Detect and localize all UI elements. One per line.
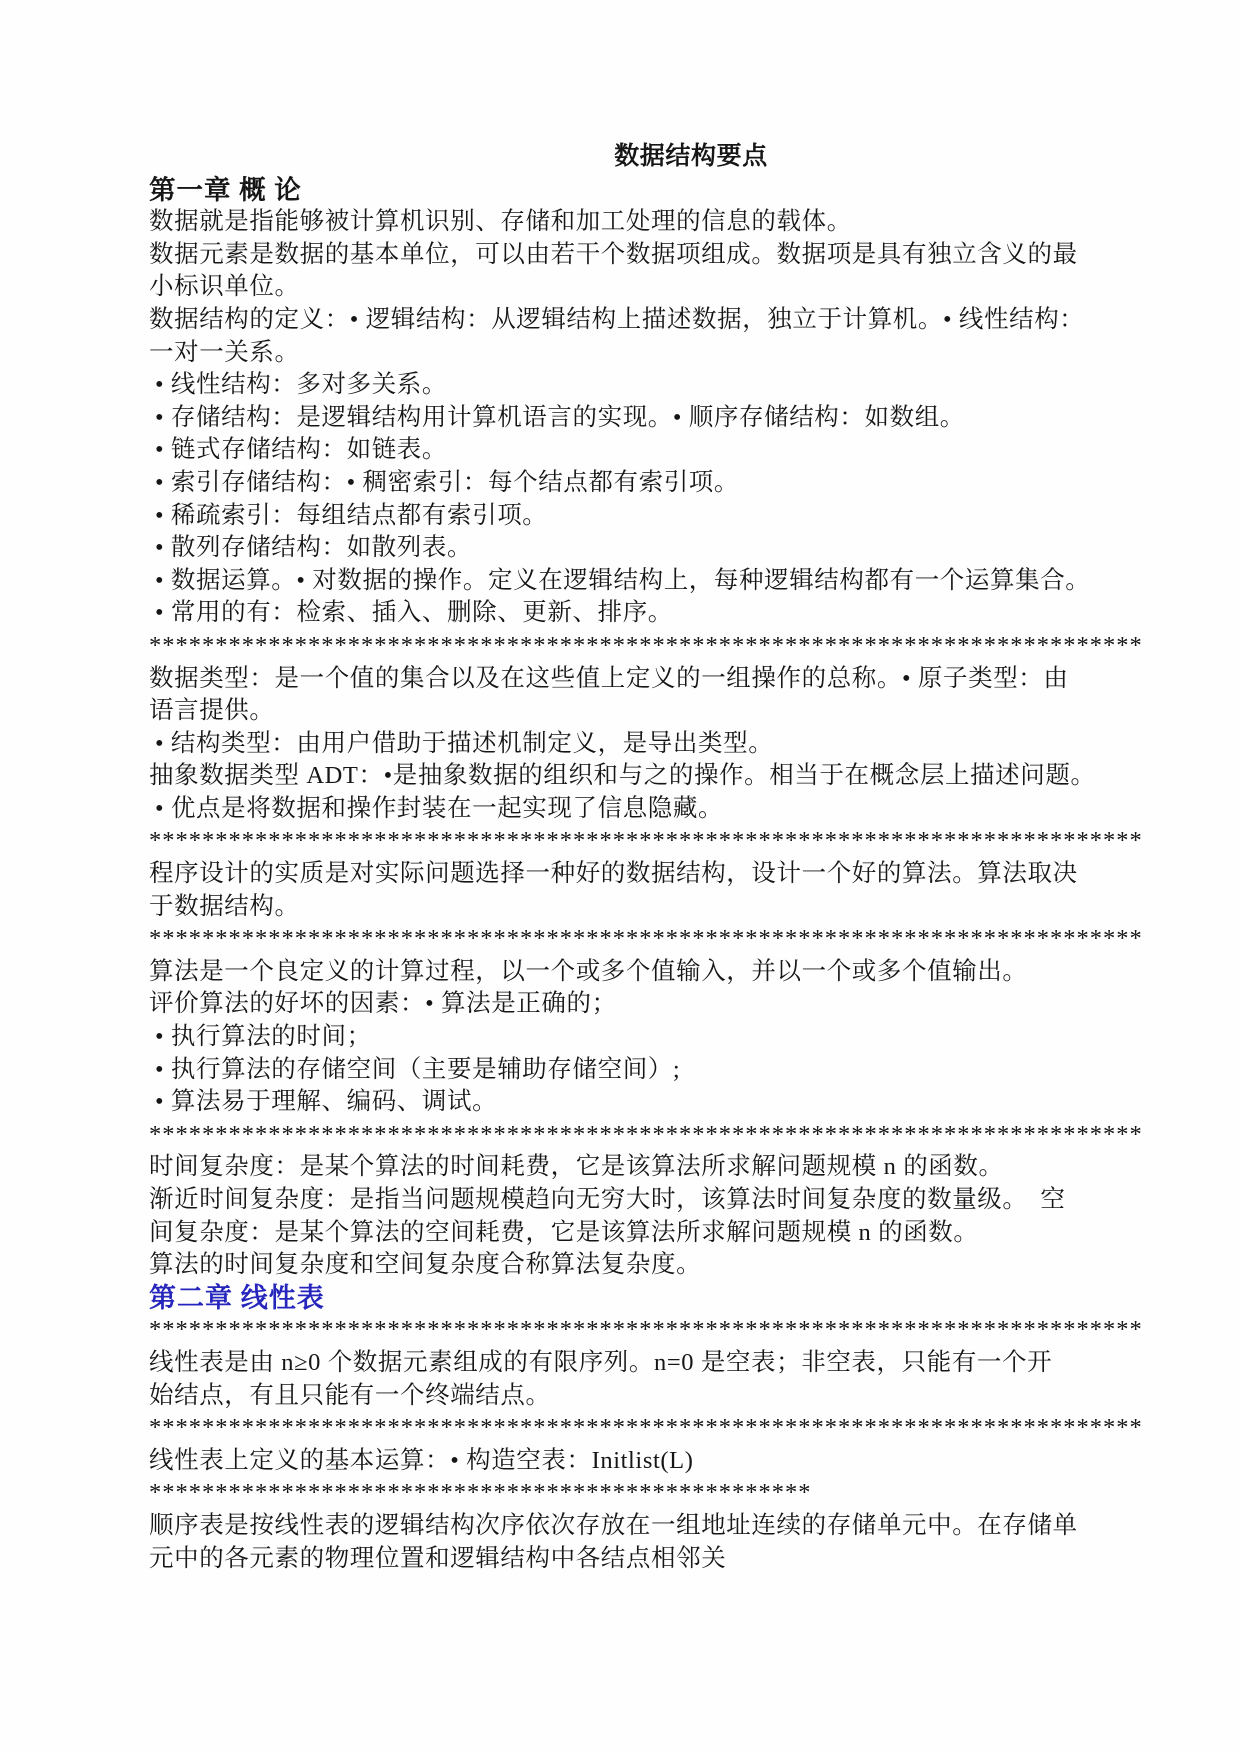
text-line: • 存储结构：是逻辑结构用计算机语言的实现。• 顺序存储结构：如数组。 [155, 403, 965, 431]
text-line: • 线性结构：多对多关系。 [155, 371, 448, 399]
text-line: • 稀疏索引：每组结点都有索引项。 [155, 501, 548, 529]
text-line: • 结构类型：由用户借助于描述机制定义，是导出类型。 [155, 729, 774, 757]
text-line: 程序设计的实质是对实际问题选择一种好的数据结构，设计一个好的算法。算法取决 [149, 860, 1078, 888]
section-divider: *************************************************************************** [149, 631, 1143, 659]
document-title: 数据结构要点 [614, 143, 768, 170]
chapter-heading: 第二章 线性表 [149, 1282, 325, 1313]
document-content [149, 141, 1143, 1575]
text-line: 元中的各元素的物理位置和逻辑结构中各结点相邻关 [149, 1544, 727, 1572]
document-lines [149, 174, 1143, 1576]
text-line: 线性表上定义的基本运算：• 构造空表：Initlist(L) [149, 1446, 694, 1474]
text-line: • 优点是将数据和操作封装在一起实现了信息隐藏。 [155, 794, 724, 822]
text-line: 一对一关系。 [149, 338, 300, 366]
section-divider: *************************************************************************** [149, 925, 1143, 953]
text-line: 语言提供。 [149, 697, 275, 725]
text-line: 数据类型：是一个值的集合以及在这些值上定义的一组操作的总称。• 原子类型：由 [149, 664, 1069, 692]
text-line: • 数据运算。• 对数据的操作。定义在逻辑结构上，每种逻辑结构都有一个运算集合。 [155, 566, 1091, 594]
section-divider: *************************************************************************** [149, 1120, 1143, 1148]
text-line: 始结点，有且只能有一个终端结点。 [149, 1381, 551, 1409]
text-line: 渐近时间复杂度：是指当问题规模趋向无穷大时，该算法时间复杂度的数量级。 空 [149, 1186, 1066, 1213]
text-line: 数据结构的定义：• 逻辑结构：从逻辑结构上描述数据，独立于计算机。• 线性结构： [149, 305, 1085, 333]
text-line: 评价算法的好坏的因素：• 算法是正确的； [149, 990, 617, 1018]
text-line: 小标识单位。 [149, 273, 300, 301]
text-line: 于数据结构。 [149, 892, 300, 920]
text-line: • 索引存储结构：• 稠密索引：每个结点都有索引项。 [155, 468, 740, 496]
text-line: • 执行算法的存储空间（主要是辅助存储空间）; [155, 1055, 681, 1083]
text-line: 线性表是由 n≥0 个数据元素组成的有限序列。n=0 是空表；非空表，只能有一个开 [149, 1348, 1053, 1376]
text-line: 时间复杂度：是某个算法的时间耗费，它是该算法所求解问题规模 n 的函数。 [149, 1153, 1004, 1181]
text-line: 算法的时间复杂度和空间复杂度合称算法复杂度。 [149, 1251, 702, 1279]
text-line: • 链式存储结构：如链表。 [155, 436, 448, 464]
text-line: • 散列存储结构：如散列表。 [155, 534, 473, 562]
text-line: 数据就是指能够被计算机识别、存储和加工处理的信息的载体。 [149, 208, 852, 236]
text-line: • 常用的有：检索、插入、删除、更新、排序。 [155, 599, 673, 627]
section-divider: *************************************************************************** [149, 827, 1143, 855]
text-line: 算法是一个良定义的计算过程，以一个或多个值输入，并以一个或多个值输出。 [149, 957, 1028, 985]
text-line: • 算法易于理解、编码、调试。 [155, 1088, 498, 1116]
text-line: 数据元素是数据的基本单位，可以由若干个数据项组成。数据项是具有独立含义的最 [149, 240, 1078, 268]
section-divider: *************************************************************************** [149, 1414, 1143, 1442]
text-line: 间复杂度：是某个算法的空间耗费，它是该算法所求解问题规模 n 的函数。 [149, 1218, 979, 1246]
section-divider: ************************************************** [149, 1479, 812, 1507]
text-line: • 执行算法的时间； [155, 1023, 372, 1051]
text-line: 顺序表是按线性表的逻辑结构次序依次存放在一组地址连续的存储单元中。在存储单 [149, 1511, 1078, 1539]
section-divider: *************************************************************************** [149, 1316, 1143, 1344]
text-line: 抽象数据类型 ADT：•是抽象数据的组织和与之的操作。相当于在概念层上描述问题。 [149, 762, 1096, 790]
chapter-heading: 第一章 概 论 [149, 174, 302, 205]
